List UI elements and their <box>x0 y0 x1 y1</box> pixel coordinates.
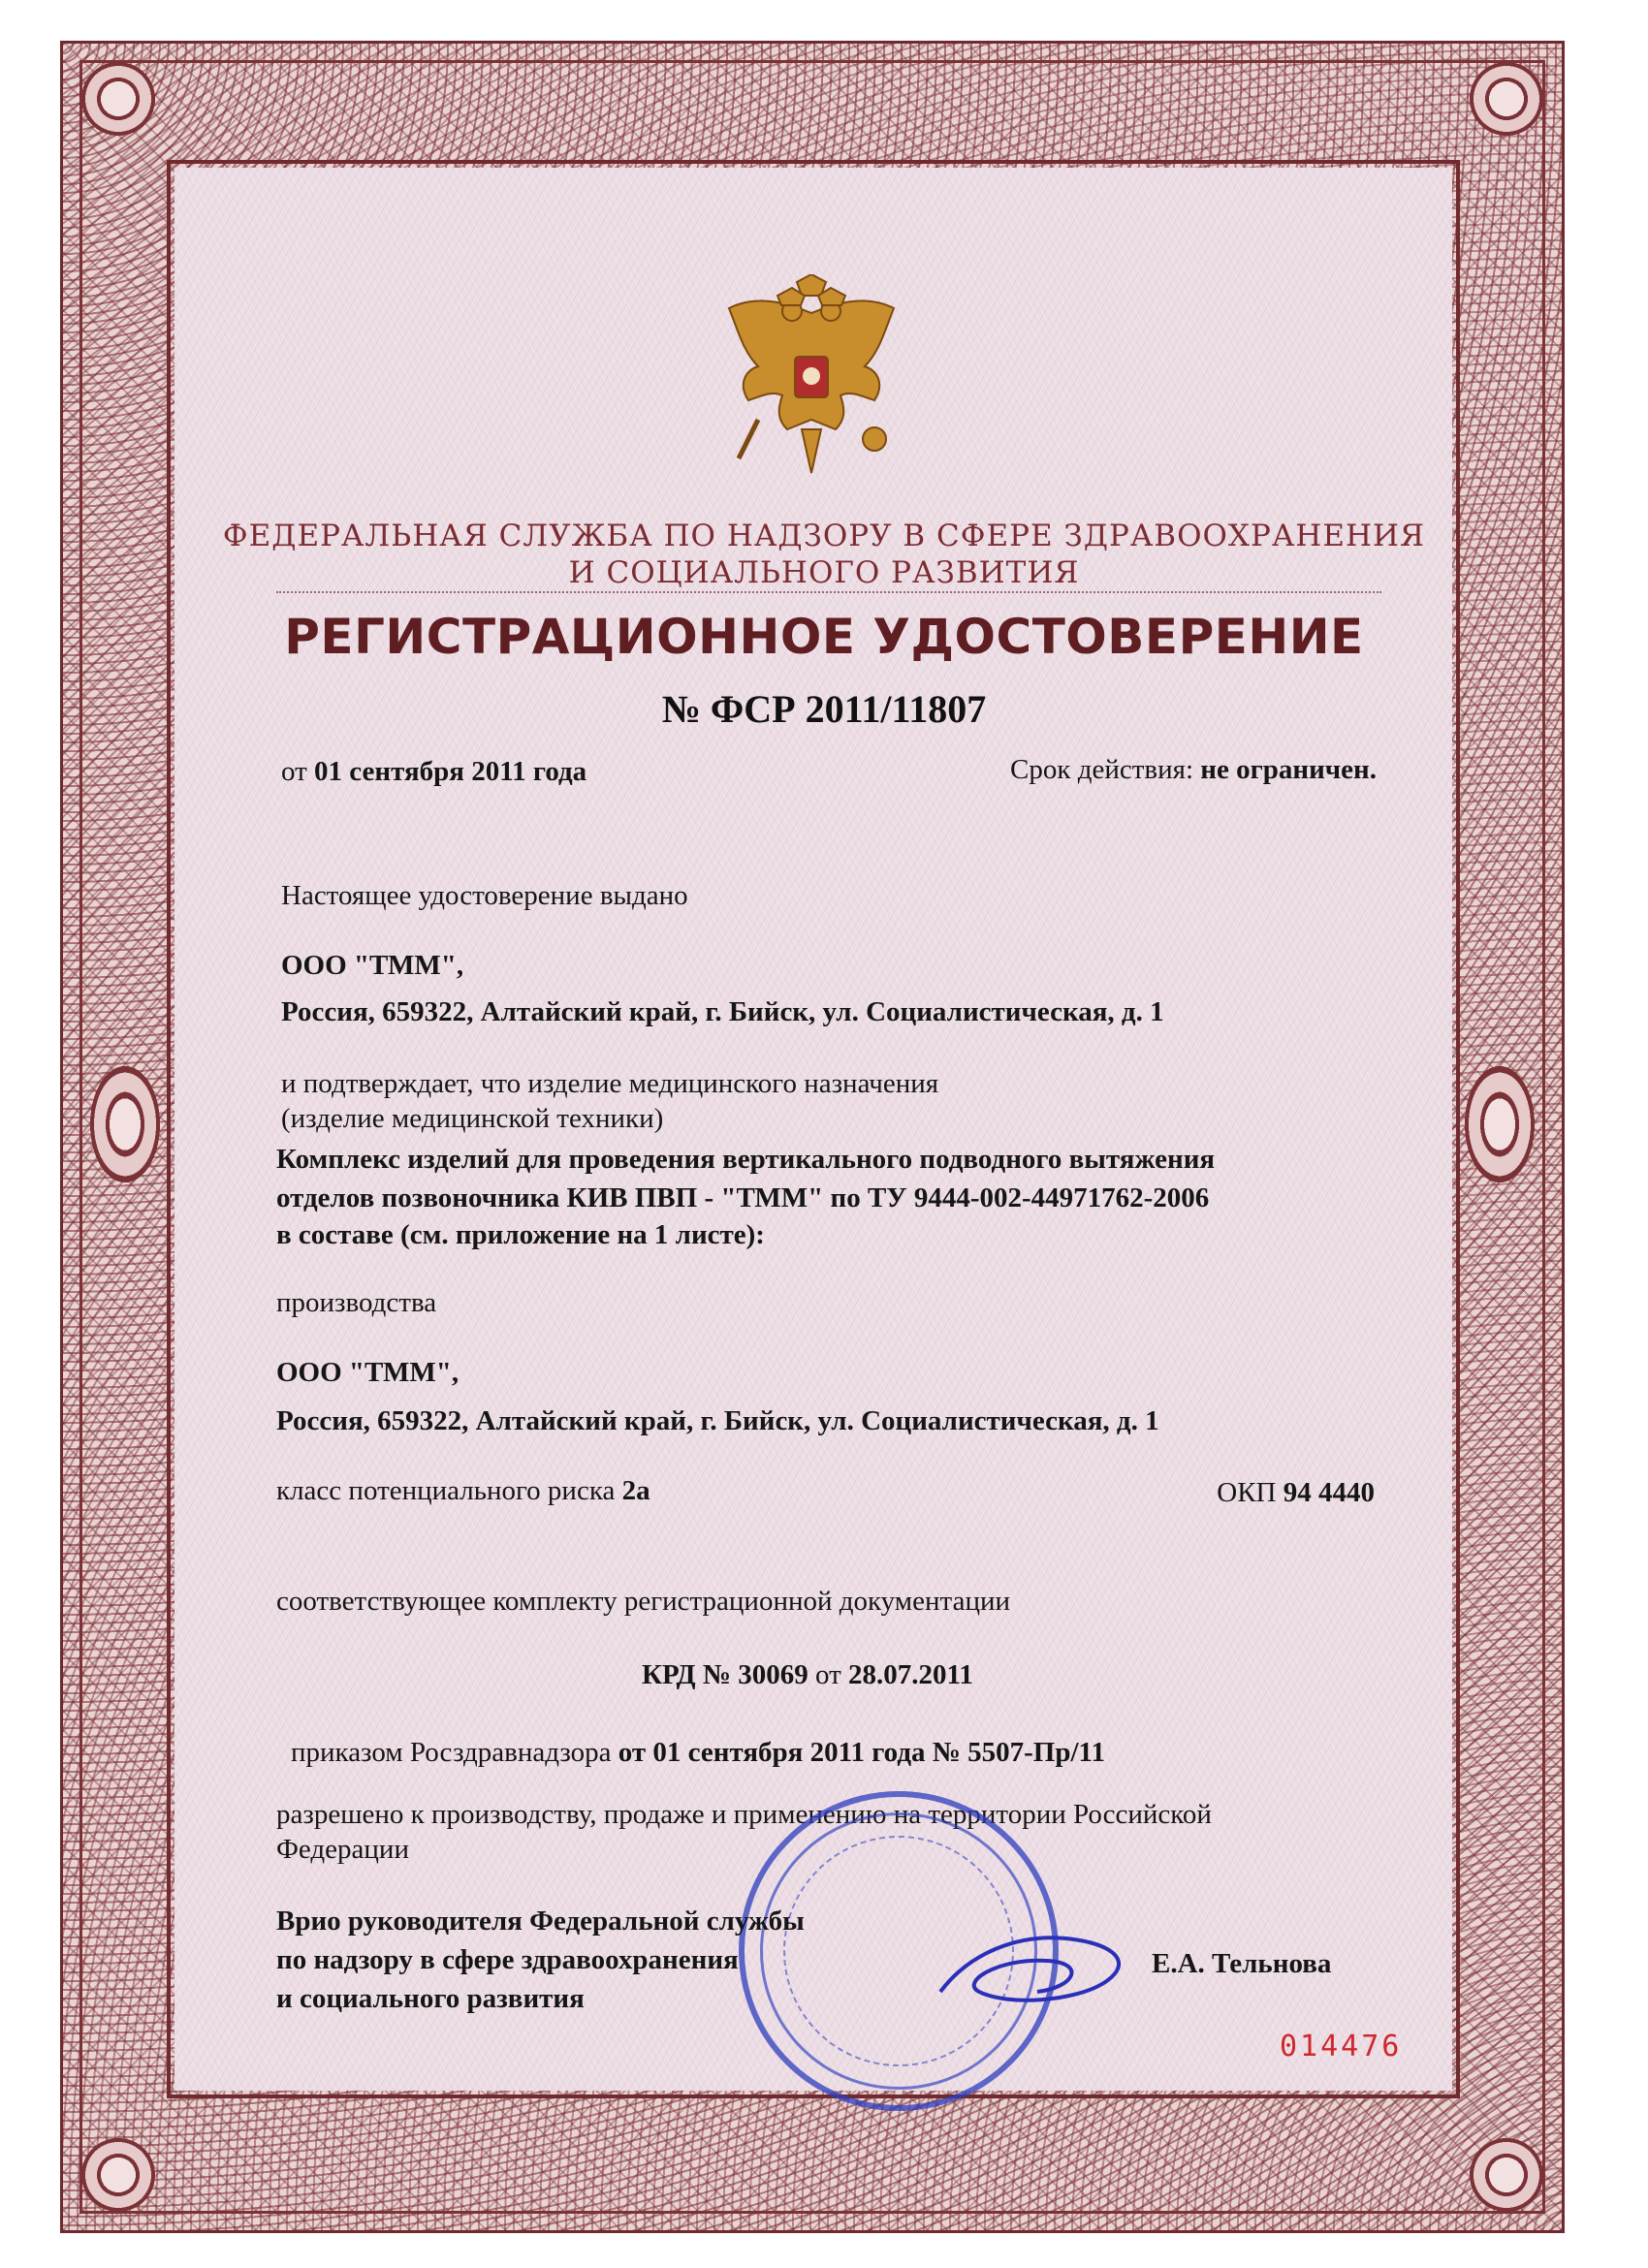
signatory-line2: по надзору в сфере здравоохранения <box>276 1944 739 1975</box>
coat-of-arms-emblem <box>719 274 903 478</box>
product-line3: в составе (см. приложение на 1 листе): <box>276 1219 765 1250</box>
risk-class: класс потенциального риска 2а <box>276 1475 650 1506</box>
corner-rosette-top-left <box>60 41 176 157</box>
agency-name-line2: И СОЦИАЛЬНОГО РАЗВИТИЯ <box>568 555 1080 590</box>
corner-rosette-top-right <box>1448 41 1565 157</box>
okp-code: ОКП 94 4440 <box>1217 1477 1375 1508</box>
manufacturer-address: Россия, 659322, Алтайский край, г. Бийск, ул. Социалистическая, д. 1 <box>276 1405 1159 1436</box>
manufacturer-company: ООО "ТММ", <box>276 1357 460 1388</box>
manufacturer-intro: производства <box>276 1287 437 1318</box>
dotted-divider <box>276 591 1381 593</box>
product-line2: отделов позвоночника КИВ ПВП - "ТММ" по ТУ 9444-002-44971762-2006 <box>276 1182 1210 1213</box>
confirms-line1: и подтверждает, что изделие медицинского назначения <box>281 1068 939 1099</box>
corner-rosette-bottom-left <box>60 2117 176 2233</box>
signatory-line3: и социального развития <box>276 1983 585 2014</box>
agency-name-line1: ФЕДЕРАЛЬНАЯ СЛУЖБА ПО НАДЗОРУ В СФЕРЕ ЗДРАВООХРАНЕНИЯ <box>222 519 1426 553</box>
confirms-line2: (изделие медицинской техники) <box>281 1103 664 1134</box>
permission-line2: Федерации <box>276 1834 409 1865</box>
signatory-name: Е.А. Тельнова <box>1152 1948 1332 1979</box>
corner-rosette-bottom-right <box>1448 2117 1565 2233</box>
holder-address: Россия, 659322, Алтайский край, г. Бийск, ул. Социалистическая, д. 1 <box>281 996 1164 1027</box>
certificate-number: № ФСР 2011/11807 <box>661 687 987 731</box>
side-rosette-left <box>81 1052 169 1197</box>
issued-to-intro: Настоящее удостоверение выдано <box>281 880 688 911</box>
permission-line1: разрешено к производству, продаже и применению на территории Российской <box>276 1799 1212 1830</box>
holder-company: ООО "ТММ", <box>281 950 464 981</box>
document-title: РЕГИСТРАЦИОННОЕ УДОСТОВЕРЕНИЕ <box>284 609 1364 665</box>
serial-number: 014476 <box>1280 2030 1403 2063</box>
order-reference: приказом Росздравнадзора от 01 сентября 2011 года № 5507-Пр/11 <box>291 1737 1105 1768</box>
krd-reference: КРД № 30069 от 28.07.2011 <box>642 1659 973 1690</box>
conformity-text: соответствующее комплекту регистрационной документации <box>276 1586 1011 1617</box>
signatory-line1: Врио руководителя Федеральной службы <box>276 1906 805 1937</box>
issue-date: от 01 сентября 2011 года <box>281 756 587 787</box>
handwritten-signature <box>931 1914 1144 2021</box>
side-rosette-right <box>1456 1052 1543 1197</box>
validity: Срок действия: не ограничен. <box>1010 754 1377 785</box>
product-line1: Комплекс изделий для проведения вертикального подводного вытяжения <box>276 1144 1216 1175</box>
